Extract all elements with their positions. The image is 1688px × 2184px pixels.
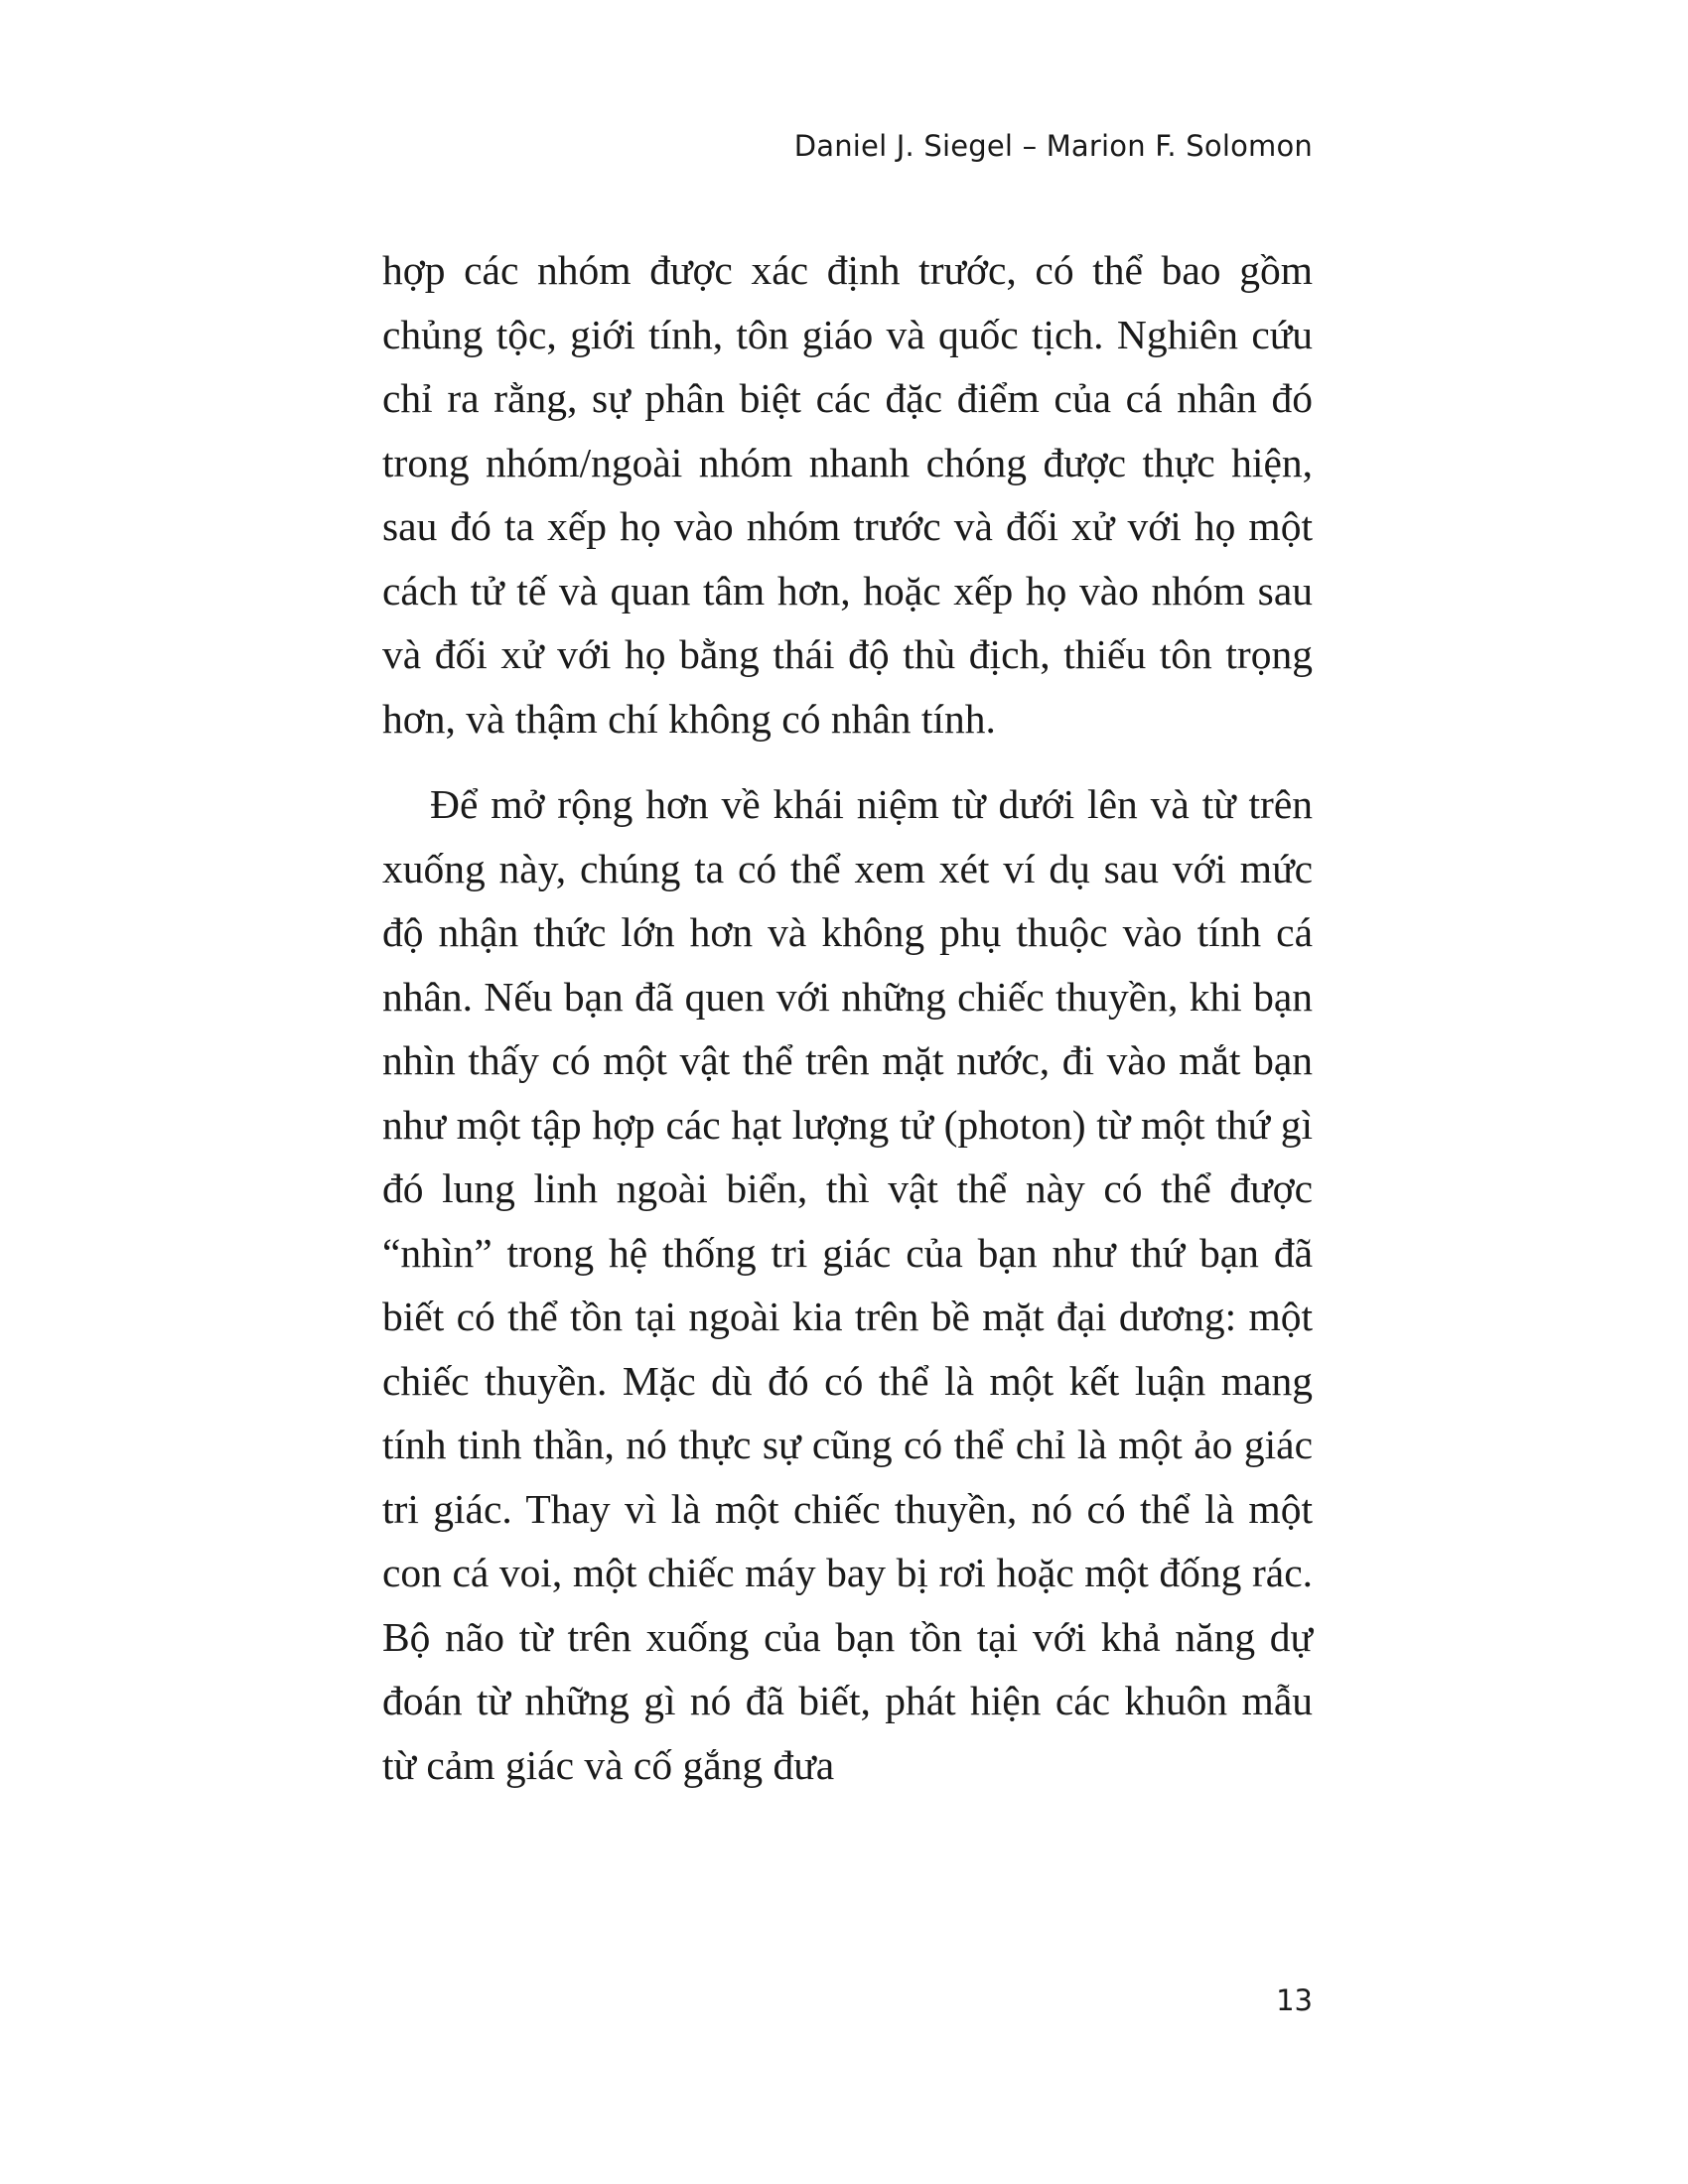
paragraph-2: Để mở rộng hơn về khái niệm từ dưới lên và từ trên xuống này, chúng ta có thể xem xét ví dụ sau với mức độ nhận thức lớn hơn và không phụ thuộc vào tính cá nhân. Nếu bạn đã quen với những chiếc thuyền, khi bạn nhìn thấy có một vật thể trên mặt nước, đi vào mắt bạn như một tập hợp các hạt lượng tử (photon) từ một thứ gì đó lung linh ngoài biển, thì vật thể này có thể được “nhìn” trong hệ thống tri giác của bạn như thứ bạn đã biết có thể tồn tại ngoài kia trên bề mặt đại dương: một chiếc thuyền. Mặc dù đó có thể là một kết luận mang tính tinh thần, nó thực sự cũng có thể chỉ là một ảo giác tri giác. Thay vì là một chiếc thuyền, nó có thể là một con cá voi, một chiếc máy bay bị rơi hoặc một đống rác. Bộ não từ trên xuống của bạn tồn tại với khả năng dự đoán từ những gì nó đã biết, phát hiện các khuôn mẫu từ cảm giác và cố gắng đưa (382, 781, 1313, 1788)
body-text (382, 238, 1313, 1797)
running-header: Daniel J. Siegel – Marion F. Solomon (793, 129, 1313, 163)
paragraph-1: hợp các nhóm được xác định trước, có thể bao gồm chủng tộc, giới tính, tôn giáo và quốc tịch. Nghiên cứu chỉ ra rằng, sự phân biệt các đặc điểm của cá nhân đó trong nhóm/ngoài nhóm nhanh chóng được thực hiện, sau đó ta xếp họ vào nhóm trước và đối xử với họ một cách tử tế và quan tâm hơn, hoặc xếp họ vào nhóm sau và đối xử với họ bằng thái độ thù địch, thiếu tôn trọng hơn, và thậm chí không có nhân tính. (382, 247, 1313, 742)
page-number: 13 (1276, 1983, 1313, 2017)
